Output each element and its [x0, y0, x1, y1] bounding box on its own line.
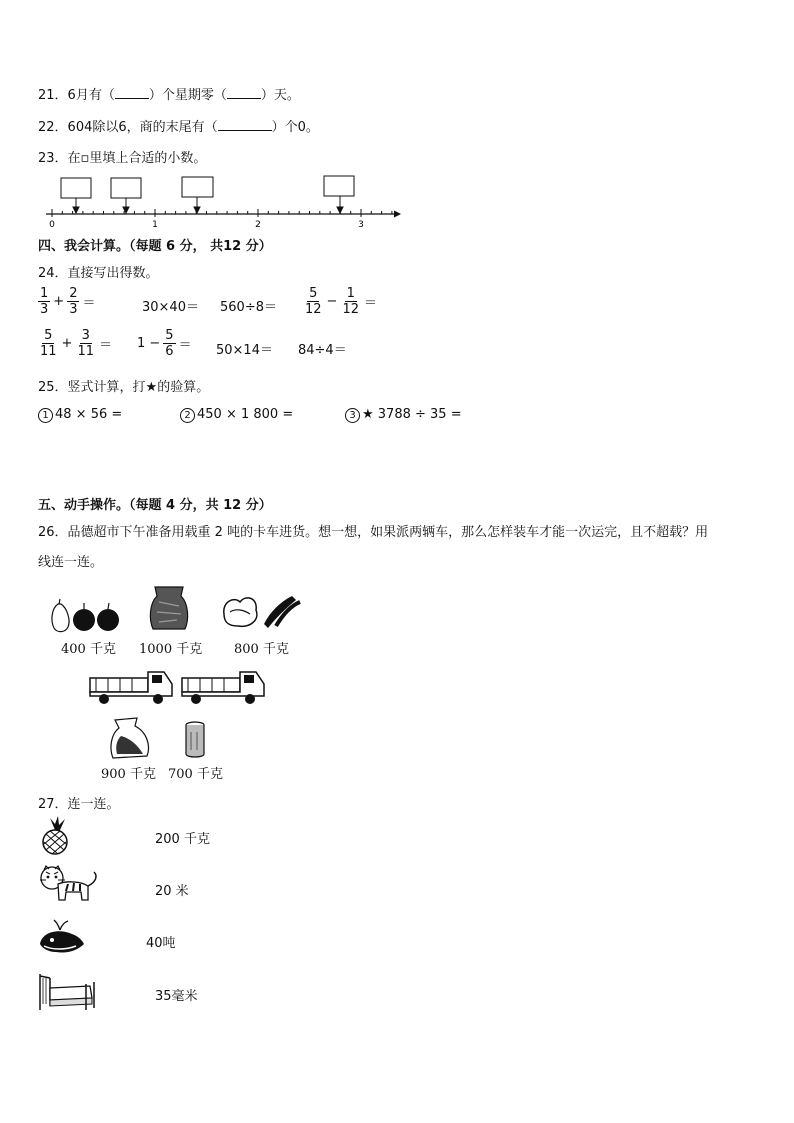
pointer-arrows — [73, 196, 343, 213]
bed-icon[interactable] — [38, 968, 96, 1012]
tick-label: 3 — [358, 220, 364, 230]
fraction: $\frac{3}{11}$ — [77, 328, 94, 359]
question-25: 25．竖式计算，打★的验算。 — [38, 380, 210, 395]
question-22: 22．604除以6，商的末尾有（ ）个0。 — [38, 120, 319, 135]
tick-label: 2 — [255, 220, 261, 230]
answer-box[interactable] — [61, 178, 91, 198]
circled-number: 1 — [38, 408, 53, 423]
weight-label: 400 千克 — [61, 642, 116, 657]
answer-blank[interactable] — [218, 120, 272, 131]
match-label[interactable]: 200 千克 — [155, 832, 210, 847]
match-label[interactable]: 40吨 — [146, 936, 176, 951]
vertical-calc-item: 1 48 × 56 = — [38, 407, 122, 423]
answer-box[interactable] — [324, 176, 354, 196]
question-21: 21．6月有（ ）个星期零（ ）天。 — [38, 88, 300, 103]
calc-item: 1 − $\frac{5}{6}$ ＝ — [137, 328, 192, 359]
truck-icon[interactable] — [88, 668, 178, 706]
canister-icon — [183, 720, 207, 760]
question-26-cont: 线连一连。 — [38, 555, 104, 570]
question-27: 27．连一连。 — [38, 797, 120, 812]
calc-item: 30×40＝ — [142, 300, 199, 315]
weight-label: 1000 千克 — [139, 642, 203, 657]
circled-number: 3 — [345, 408, 360, 423]
calc-item: 84÷4＝ — [298, 343, 347, 358]
sack-icon — [147, 584, 191, 632]
number-line — [40, 172, 410, 230]
tick-label: 1 — [152, 220, 158, 230]
tiger-icon[interactable] — [38, 864, 102, 904]
fraction: $\frac{5}{11}$ — [40, 328, 57, 359]
match-label[interactable]: 20 米 — [155, 884, 189, 899]
question-26: 26．品德超市下午准备用载重 2 吨的卡车进货。想一想，如果派两辆车，那么怎样装车才能一次运完，且不超载？用 — [38, 525, 709, 540]
pineapple-icon[interactable] — [38, 816, 72, 856]
fruit-icon — [46, 598, 122, 634]
whale-icon[interactable] — [38, 918, 86, 958]
sack-icon — [107, 716, 153, 760]
fraction: $\frac{5}{6}$ — [165, 328, 174, 359]
answer-blank[interactable] — [115, 88, 149, 99]
fraction: $\frac{2}{3}$ — [69, 286, 78, 317]
vertical-calc-item: 2 450 × 1 800 = — [180, 407, 293, 423]
calc-item: $\frac{5}{11}$ + $\frac{3}{11}$ ＝ — [40, 328, 113, 359]
question-23: 23．在▫里填上合适的小数。 — [38, 151, 207, 166]
vertical-calc-item: 3 ★ 3788 ÷ 35 = — [345, 407, 462, 423]
tick-label: 0 — [49, 220, 55, 230]
answer-blank[interactable] — [227, 88, 261, 99]
answer-box[interactable] — [111, 178, 141, 198]
weight-label: 700 千克 — [168, 767, 223, 782]
weight-label: 900 千克 — [101, 767, 156, 782]
section-4-title: 四、我会计算。（每题 6 分， 共12 分） — [38, 239, 272, 254]
axis-arrow-icon — [394, 211, 401, 218]
calc-item: 50×14＝ — [216, 343, 273, 358]
calc-item: $\frac{5}{12}$ − $\frac{1}{12}$ ＝ — [305, 286, 378, 317]
weight-label: 800 千克 — [234, 642, 289, 657]
truck-icon[interactable] — [180, 668, 270, 706]
match-label[interactable]: 35毫米 — [155, 989, 198, 1004]
calc-item: 560÷8＝ — [220, 300, 277, 315]
circled-number: 2 — [180, 408, 195, 423]
fraction: $\frac{5}{12}$ — [305, 286, 322, 317]
question-24: 24．直接写出得数。 — [38, 266, 159, 281]
section-5-title: 五、动手操作。（每题 4 分，共 12 分） — [38, 498, 272, 513]
answer-box[interactable] — [182, 177, 213, 197]
calc-item: $\frac{1}{3}$ + $\frac{2}{3}$ ＝ — [40, 286, 96, 317]
vegetables-icon — [220, 590, 302, 630]
fraction: $\frac{1}{3}$ — [40, 286, 49, 317]
fraction: $\frac{1}{12}$ — [342, 286, 359, 317]
